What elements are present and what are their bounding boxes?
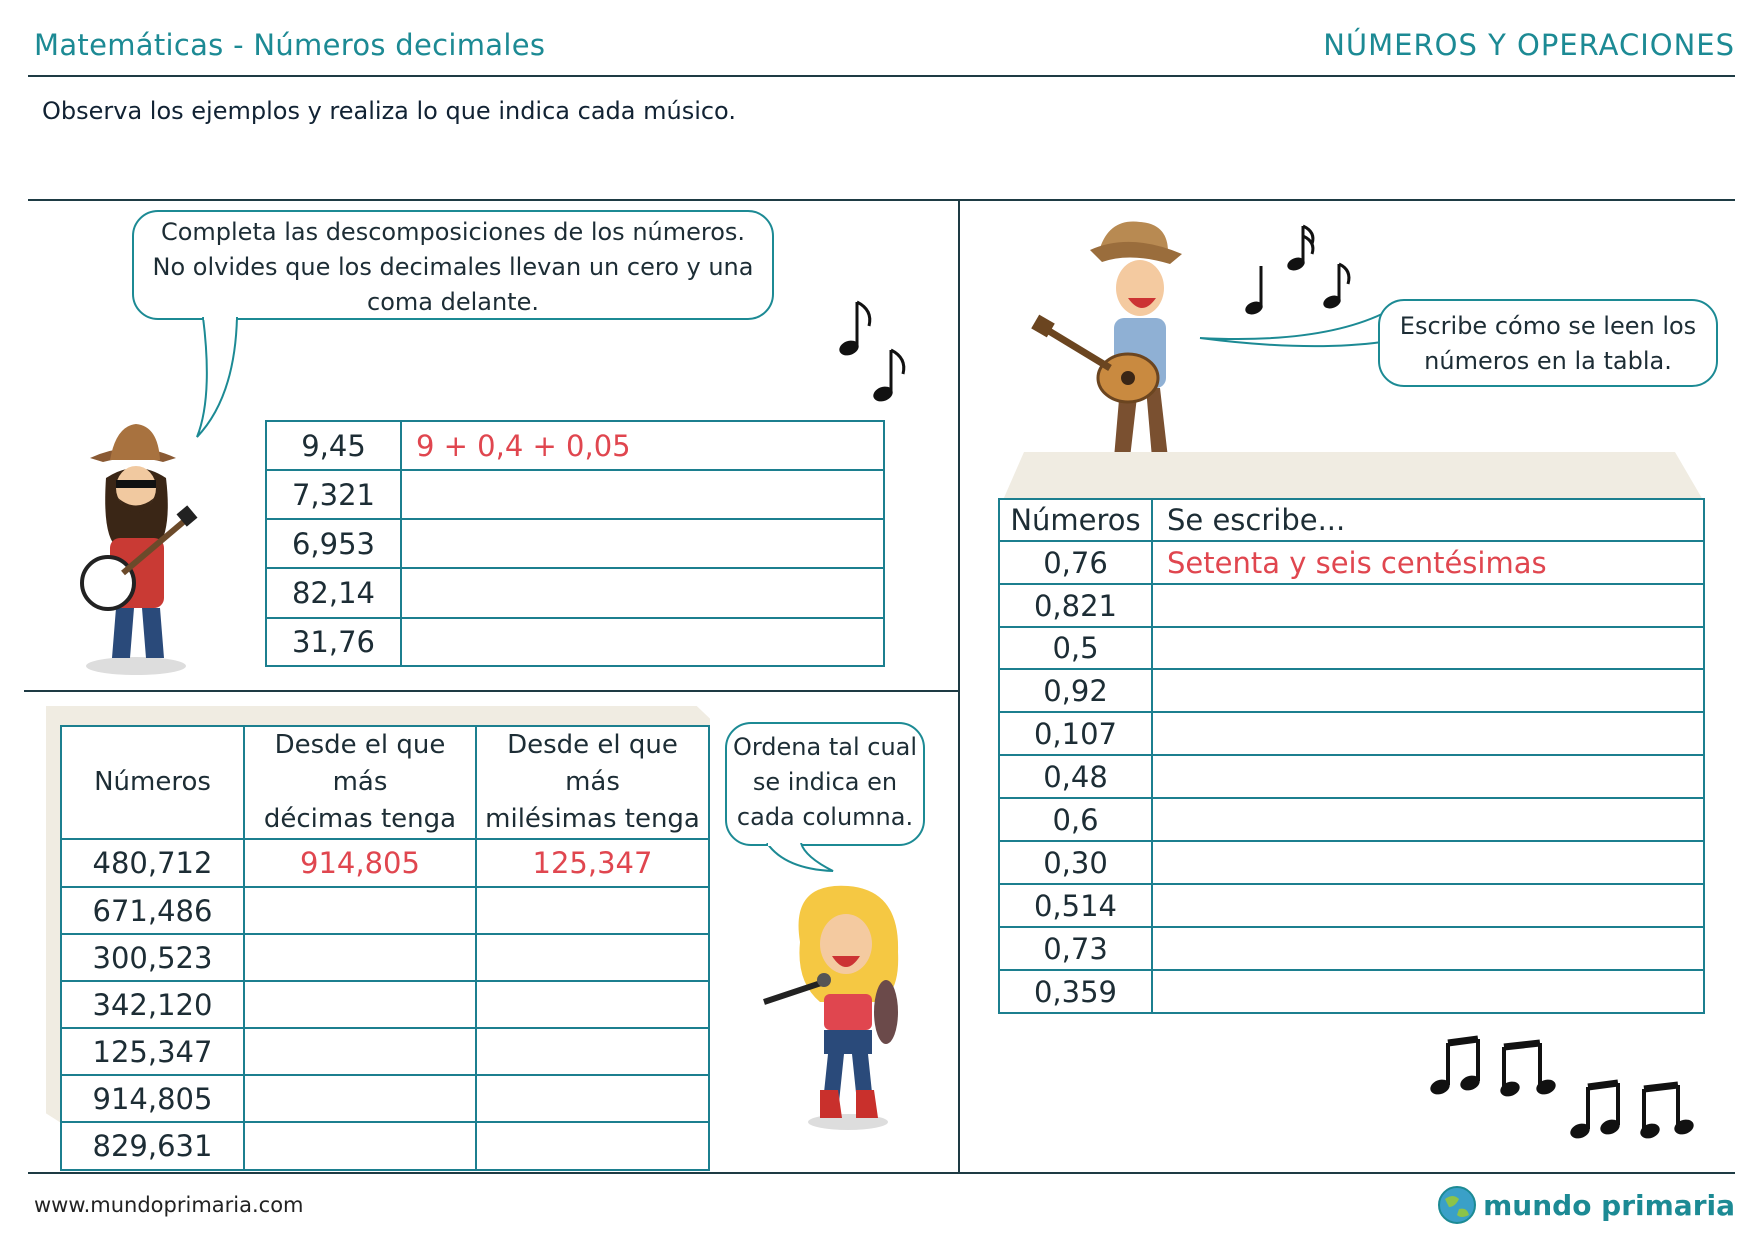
reading-table <box>998 498 1705 1014</box>
instruction-bubble-read-numbers <box>1378 299 1718 387</box>
table-row <box>61 934 709 981</box>
table-header-row <box>61 726 709 839</box>
answer-input-cell[interactable] <box>1152 841 1704 884</box>
number-cell: 6,953 <box>266 519 401 568</box>
logo-text: mundo primaria <box>1483 1188 1735 1222</box>
music-notes-icon <box>1240 222 1360 322</box>
header-cell: Se escribe... <box>1152 499 1704 541</box>
answer-input-cell[interactable] <box>244 887 476 934</box>
table-row <box>999 884 1704 927</box>
table-row <box>266 618 884 666</box>
header-line: Desde el que más <box>507 730 678 797</box>
table-row <box>999 541 1704 584</box>
answer-input-cell[interactable] <box>1152 627 1704 669</box>
header-rule <box>28 75 1735 77</box>
decomposition-table <box>265 420 885 667</box>
answer-input-cell[interactable] <box>1152 584 1704 627</box>
number-cell: 82,14 <box>266 568 401 618</box>
answer-input-cell[interactable] <box>401 470 884 519</box>
answer-example-cell: 125,347 <box>476 839 709 887</box>
number-cell: 0,48 <box>999 755 1152 798</box>
number-cell: 829,631 <box>61 1122 244 1170</box>
table-row <box>61 1075 709 1122</box>
table-row <box>999 712 1704 755</box>
answer-input-cell[interactable] <box>476 934 709 981</box>
table-row <box>999 798 1704 841</box>
header-cell <box>476 726 709 839</box>
answer-input-cell[interactable] <box>1152 669 1704 712</box>
header-cell <box>244 726 476 839</box>
guitar-player-icon <box>1030 218 1210 488</box>
number-cell: 0,73 <box>999 927 1152 970</box>
answer-example-cell: Setenta y seis centésimas <box>1152 541 1704 584</box>
footer-url[interactable]: www.mundoprimaria.com <box>34 1193 304 1217</box>
table-row <box>266 470 884 519</box>
table-row <box>61 1028 709 1075</box>
answer-input-cell[interactable] <box>401 519 884 568</box>
singer-icon <box>760 882 910 1132</box>
table-row <box>999 755 1704 798</box>
music-notes-icon <box>835 298 915 408</box>
footer-rule <box>28 1172 1735 1174</box>
answer-input-cell[interactable] <box>244 934 476 981</box>
number-cell: 0,359 <box>999 970 1152 1013</box>
answer-input-cell[interactable] <box>476 981 709 1028</box>
number-cell: 0,5 <box>999 627 1152 669</box>
answer-input-cell[interactable] <box>1152 884 1704 927</box>
answer-input-cell[interactable] <box>1152 712 1704 755</box>
answer-input-cell[interactable] <box>1152 927 1704 970</box>
table-row <box>999 841 1704 884</box>
number-cell: 0,76 <box>999 541 1152 584</box>
number-cell: 0,6 <box>999 798 1152 841</box>
globe-logo-icon <box>1437 1185 1477 1225</box>
table-row <box>266 421 884 470</box>
instruction-text: Observa los ejemplos y realiza lo que indica cada músico. <box>42 97 736 125</box>
answer-input-cell[interactable] <box>1152 970 1704 1013</box>
table-header-row <box>999 499 1704 541</box>
bubble-line: cada columna. <box>736 803 914 831</box>
header-cell: Números <box>999 499 1152 541</box>
answer-input-cell[interactable] <box>476 1028 709 1075</box>
answer-input-cell[interactable] <box>244 1028 476 1075</box>
answer-example-cell: 914,805 <box>244 839 476 887</box>
bubble-line: Completa las descomposiciones de los números. <box>160 218 746 246</box>
page-subject: Matemáticas - Números decimales <box>34 28 546 62</box>
number-cell: 914,805 <box>61 1075 244 1122</box>
page-topic: NÚMEROS Y OPERACIONES <box>1323 28 1735 62</box>
bubble-line: No olvides que los decimales llevan un cero y una <box>152 253 754 281</box>
ordering-table <box>60 725 710 1171</box>
answer-input-cell[interactable] <box>244 1075 476 1122</box>
number-cell: 0,107 <box>999 712 1152 755</box>
paper-background <box>1003 452 1703 500</box>
number-cell: 9,45 <box>266 421 401 470</box>
answer-input-cell[interactable] <box>401 618 884 666</box>
instruction-bubble-decomposition <box>132 210 774 320</box>
number-cell: 480,712 <box>61 839 244 887</box>
number-cell: 342,120 <box>61 981 244 1028</box>
number-cell: 125,347 <box>61 1028 244 1075</box>
banjo-player-icon <box>68 418 208 678</box>
table-row <box>61 981 709 1028</box>
music-notes-icon <box>1428 1035 1698 1140</box>
answer-input-cell[interactable] <box>476 1075 709 1122</box>
header-cell: Números <box>61 726 244 839</box>
number-cell: 300,523 <box>61 934 244 981</box>
header-line: décimas tenga <box>263 804 457 834</box>
table-row <box>61 839 709 887</box>
brand-logo[interactable] <box>1437 1185 1735 1225</box>
answer-input-cell[interactable] <box>476 887 709 934</box>
section-top-rule <box>28 199 1735 201</box>
table-row <box>266 568 884 618</box>
bubble-line: coma delante. <box>367 288 539 316</box>
table-row <box>999 927 1704 970</box>
answer-input-cell[interactable] <box>1152 798 1704 841</box>
answer-input-cell[interactable] <box>244 1122 476 1170</box>
bubble-tail <box>765 843 835 873</box>
instruction-bubble-ordering <box>725 722 925 846</box>
answer-input-cell[interactable] <box>1152 755 1704 798</box>
number-cell: 0,514 <box>999 884 1152 927</box>
bubble-line: se indica en <box>752 768 898 796</box>
bubble-line: números en la tabla. <box>1424 347 1672 375</box>
table-row <box>61 1122 709 1170</box>
answer-input-cell[interactable] <box>244 981 476 1028</box>
answer-example-cell: 9 + 0,4 + 0,05 <box>401 421 884 470</box>
bubble-line: Ordena tal cual <box>732 733 918 761</box>
header-line: Desde el que más <box>274 730 446 797</box>
bubble-tail <box>1198 312 1384 358</box>
header-line: milésimas tenga <box>485 804 700 834</box>
number-cell: 0,30 <box>999 841 1152 884</box>
section-divider-vertical <box>958 199 960 1174</box>
table-row <box>999 627 1704 669</box>
table-row <box>61 887 709 934</box>
number-cell: 0,92 <box>999 669 1152 712</box>
number-cell: 7,321 <box>266 470 401 519</box>
number-cell: 0,821 <box>999 584 1152 627</box>
table-row <box>999 669 1704 712</box>
section-divider-horizontal <box>24 690 960 692</box>
number-cell: 671,486 <box>61 887 244 934</box>
table-row <box>266 519 884 568</box>
answer-input-cell[interactable] <box>401 568 884 618</box>
table-row <box>999 584 1704 627</box>
table-row <box>999 970 1704 1013</box>
bubble-line: Escribe cómo se leen los <box>1399 312 1697 340</box>
number-cell: 31,76 <box>266 618 401 666</box>
answer-input-cell[interactable] <box>476 1122 709 1170</box>
